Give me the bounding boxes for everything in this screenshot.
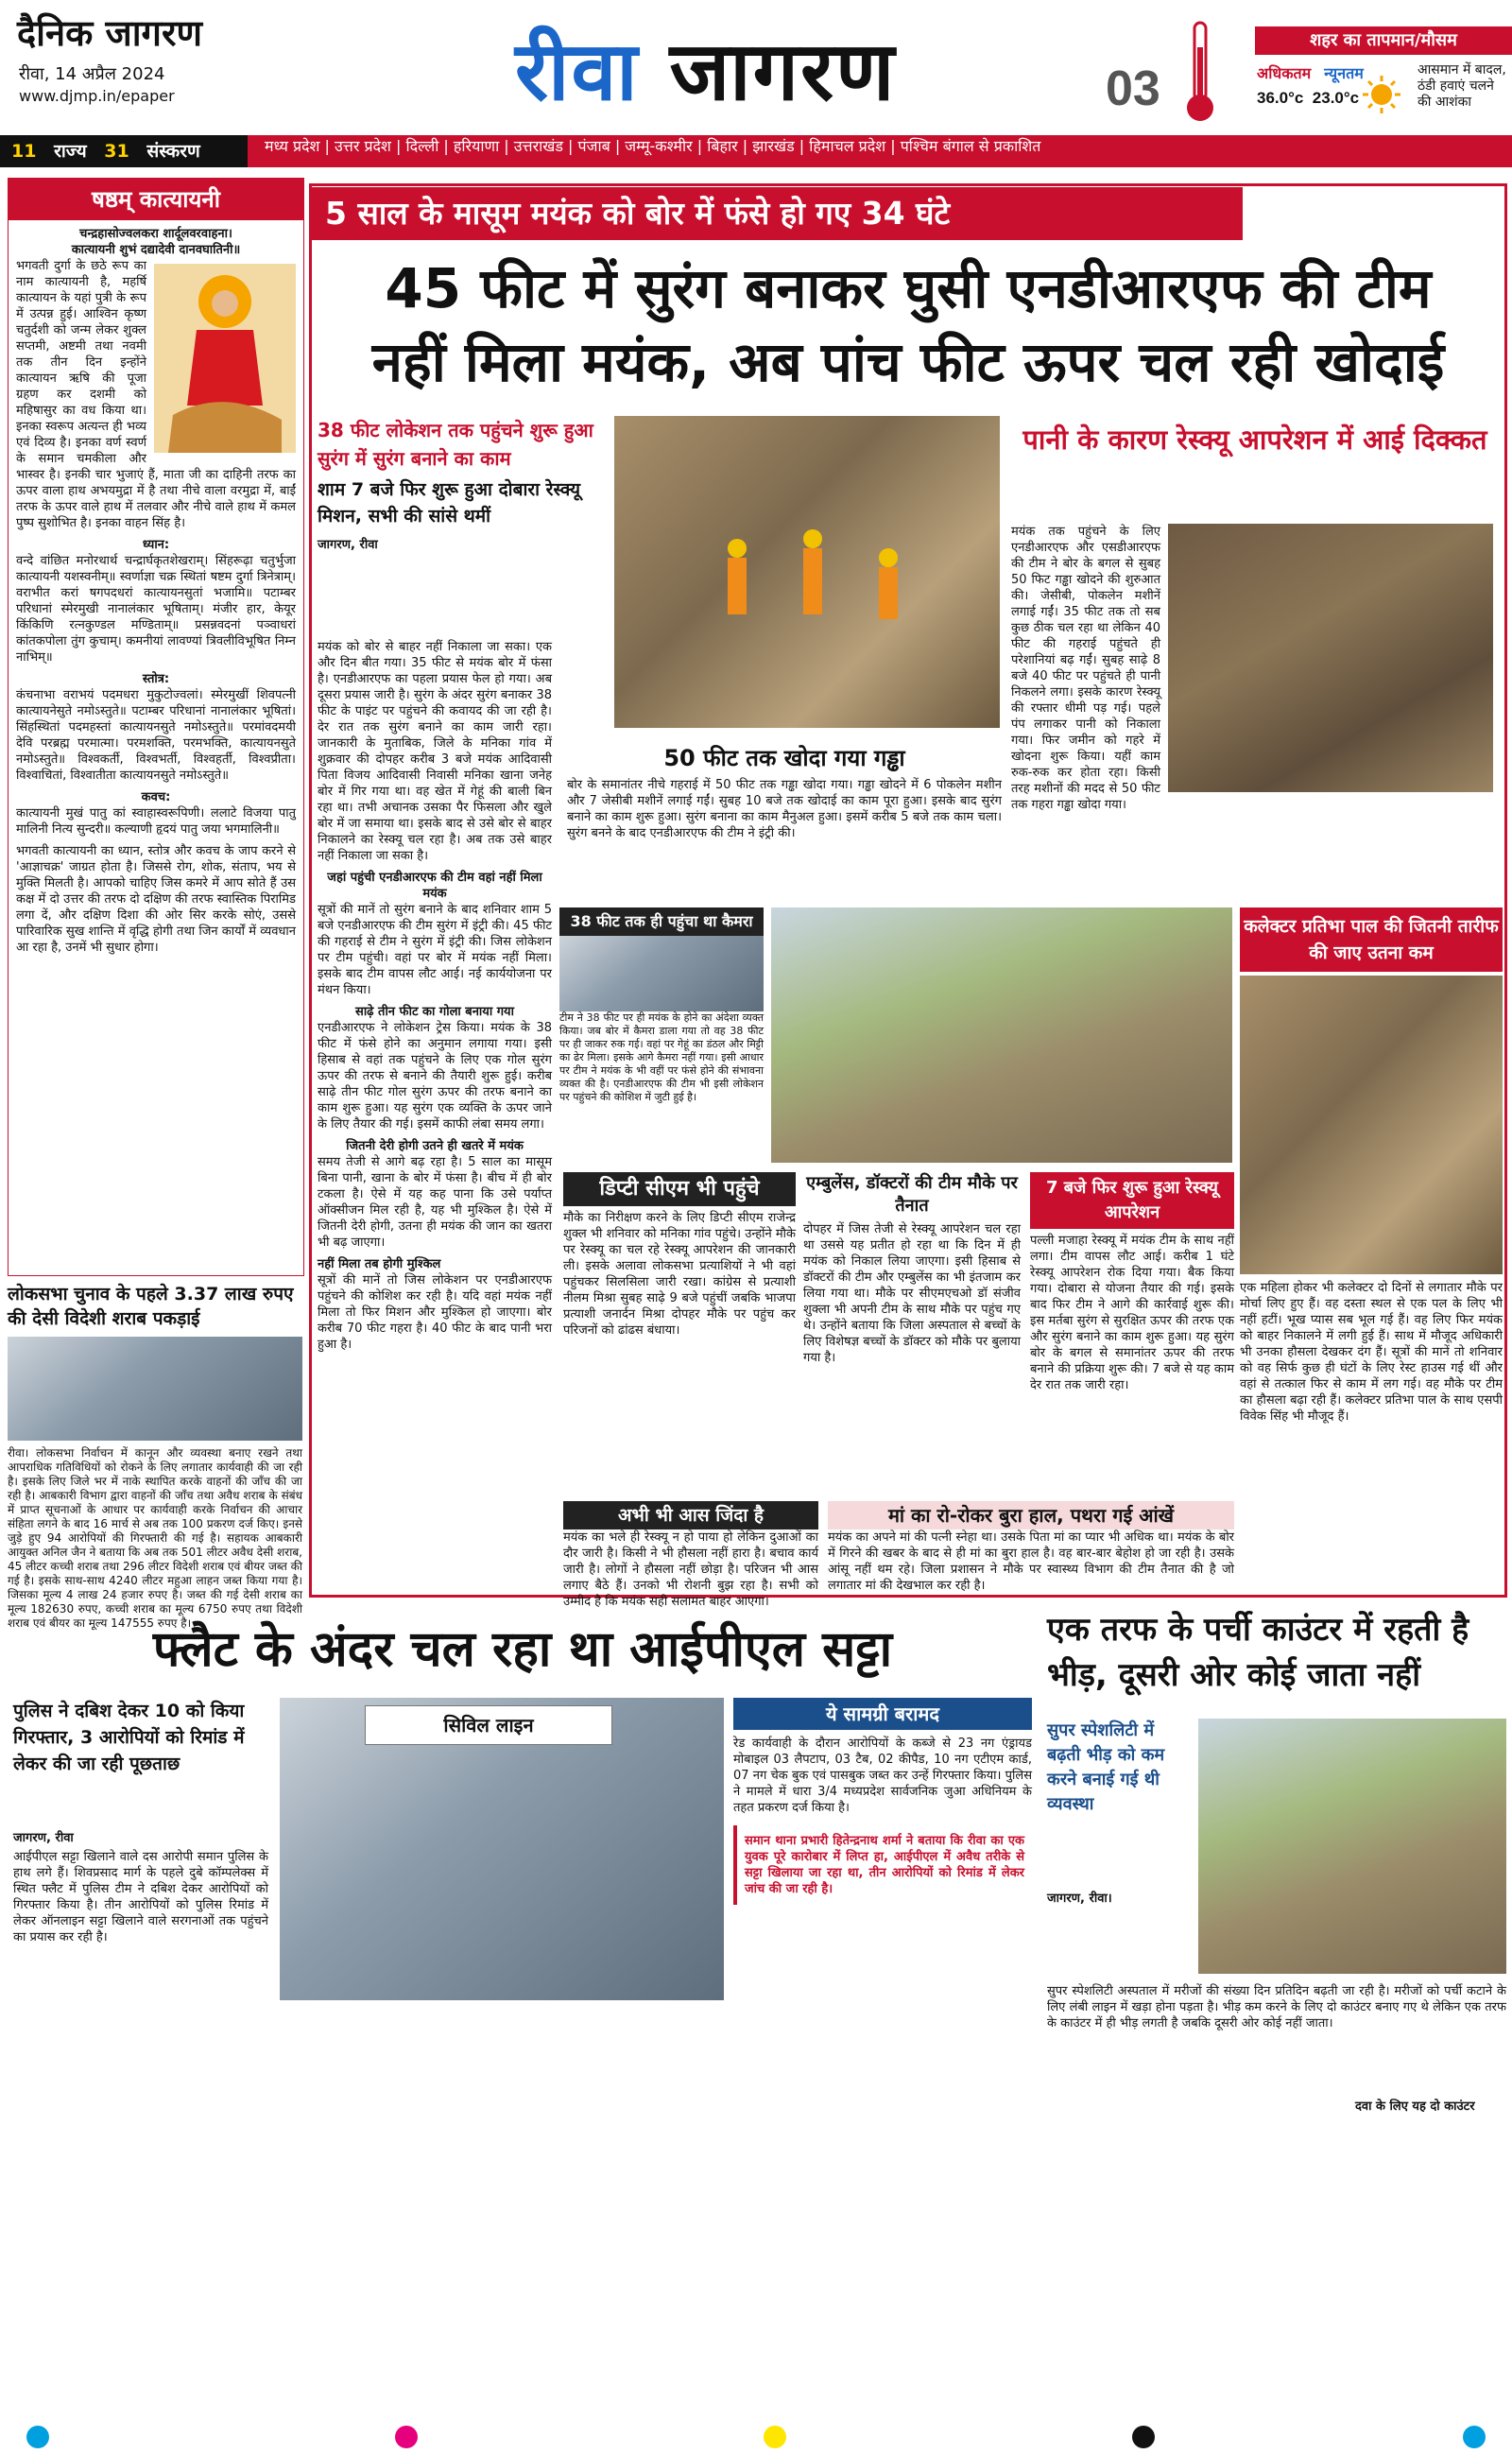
stotra-label: स्तोत्र: (142, 672, 170, 686)
sun-cloud-icon (1359, 74, 1404, 119)
shloka-line-1: चन्द्रहासोज्वलकरा शार्दूलवरवाहना। (79, 227, 232, 241)
ipl-arrest-photo (280, 1698, 724, 2000)
khatre-head: जितनी देरी होगी उतने ही खतरे में मयंक (346, 1139, 524, 1153)
dhyan-text: वन्दे वांछित मनोरथार्थ चन्द्रार्घकृतशेखराम्। सिंहरूढ़ा चतुर्भुजा कात्यायनी यशस्वनीम्॥ स्वर्णाज्ञा चक्र स्थितां षष्टम दुर्गा त्रिनेत्राम्। वराभीत करां षगपदधरां कात्यायनसुतां भजामि॥ पटाम्बर परिधानां स्मेरमुखी नानालंकार भूषिताम्। मंजीर हार, केयूर किंकिणि रत्नकुण्डल मण्डिताम्॥ प्रसन्नवदनां पञ्वाधरां कांतकपोला तुंग कुचाम्। कमनीयां लावण्यां त्रिवलीविभूषित निम्न नाभिम्॥ (16, 554, 296, 665)
weather-values (1257, 89, 1359, 108)
published-states: मध्य प्रदेश | उत्तर प्रदेश | दिल्ली | हरियाणा | उत्तराखंड | पंजाब | जम्मू-कश्मीर | बिहार | झारखंड | हिमाचल प्रदेश | पश्चिम बंगाल से प्रकाशित (265, 137, 1041, 155)
seized-items-body: रेड कार्यवाही के दौरान आरोपियों के कब्जे से 23 नग एंड्रायड मोबाइल 03 लैपटाप, 03 टैब, 02 कीपैड, 10 नग एटीएम कार्ड, 07 नग चेक बुक एवं पासबुक जब्त कर उन्हें गिरफ्तार किया। पुलिस ने मामले में धारा 3/4 मध्यप्रदेश सार्वजनिक जुआ अधिनियम के तहत प्रकरण दर्ज किया है। (733, 1737, 1032, 1815)
ipl-subhead: पुलिस ने दबिश देकर 10 को किया गिरफ्तार, 3 आरोपियों को रिमांड में लेकर की जा रही पूछताछ (13, 1701, 245, 1774)
election-headline: लोकसभा चुनाव के पहले 3.37 लाख रुपए की देसी विदेशी शराब पकड़ाई (8, 1284, 294, 1329)
camera-story (559, 907, 764, 1163)
ambulance-headline: एम्बुलेंस, डॉक्टरों की टीम मौके पर तैनात (806, 1173, 1018, 1216)
collector-headline: कलेक्टर प्रतिभा पाल की जितनी तारीफ की जाए उतना कम (1240, 907, 1503, 972)
gola-body: एनडीआरएफ ने लोकेशन ट्रेस किया। मयंक के 38 फीट में फंसे होने का अनुमान लगाया गया। इसी हिसाब से वहां तक पहुंचने के लिए एक गोल सुरंग ऊपर की तरफ से बनाने की तैयारी शुरू हुई। करीब साढ़े तीन फीट गोल सुरंग ऊपर की तरफ बनाने का काम शुरू हुआ। यह सुरंग एक व्यक्ति के ऊपर जाने के लिए तैयार की गई। इसमें काफी लंबा समय लगा। (318, 1021, 552, 1132)
min-temp-label: न्यूनतम (1324, 64, 1364, 82)
main-highlight: 38 फीट लोकेशन तक पहुंचने शुरू हुआ सुरंग में सुरंग बनाने का काम (318, 419, 593, 470)
ipl-body: आईपीएल सट्टा खिलाने वाले दस आरोपी समान पुलिस के हाथ लगे हैं। शिवप्रसाद मार्ग के पहले दुबे कॉम्पलेक्स में स्थित फ्लैट में पुलिस टीम ने दबिश देकर आरोपियों को गिरफ्तार किया है। तीन आरोपियों को पुलिस रिमांड में लेकर ऑनलाइन सट्टा खिलाने वाले सरगनाओं तक पहुंचने का प्रयास कर रही है। (13, 1850, 268, 1944)
dycm-headline: डिप्टी सीएम भी पहुंचे (563, 1172, 796, 1206)
ambulance-story (803, 1172, 1021, 1494)
max-temp-label: अधिकतम (1257, 64, 1312, 82)
seven-pm-body: पल्ली मजाहा रेस्क्यू में मयंक टीम के साथ नहीं लगा। टीम वापस लौट आई। करीब 1 घंटे रेस्क्यू आपरेशन रोक दिया गया। बैक किया गया। दोबारा से योजना तैयार की गई। इसके बाद फिर टीम ने आगे की कार्रवाई शुरू की। इस मर्तबा सुरंग से सुरक्षित ऊपर की तरफ एक और सुरंग बनाने का काम शुरू हुआ। यह सुरंग बोर के बगल से समानांतर ऊपर की तरफ बनाने की प्रक्रिया शुरू की। 7 बजे से यह काम देर रात तक जारी रहा। (1030, 1234, 1234, 1392)
katyayani-column (8, 178, 304, 1276)
dateline: रीवा, 14 अप्रैल 2024 (19, 64, 165, 84)
brand-logo: दैनिक जागरण (17, 12, 202, 54)
gola-head: साढ़े तीन फीट का गोला बनाया गया (355, 1005, 514, 1019)
goddess-katyayani-image (154, 264, 296, 453)
dhyan-label: ध्यान: (142, 538, 170, 552)
state-count: 11 (11, 141, 37, 162)
hospital-byline: जागरण, रीवा। (1047, 1892, 1112, 1906)
dycm-story (563, 1172, 796, 1494)
weather-header: शहर का तापमान/मौसम (1255, 26, 1512, 55)
seven-pm-headline: 7 बजे फिर शुरू हुआ रेस्क्यू आपरेशन (1030, 1172, 1234, 1229)
hospital-body: सुपर स्पेशलिटी अस्पताल में मरीजों की संख्या दिन प्रतिदिन बढ़ती जा रही है। मरीजों को पर्ची कटाने के लिए लंबी लाइन में खड़ा होना पड़ता है। भीड़ कम करने के लिए दो काउंटर बनाए गए थे लेकिन एक तरफ के काउंटर में ही भीड़ लगती है जबकि दूसरी ओर कोई नहीं जाता। (1047, 1984, 1506, 2031)
seized-items-headline: ये सामग्री बरामद (733, 1698, 1032, 1730)
main-body-column (318, 639, 552, 1584)
max-temp-value: 36.0°c (1257, 89, 1304, 107)
kavach-text: कात्यायनी मुखं पातु कां स्वाहास्वरूपिणी। ललाटे विजया पातु मालिनी नित्य सुन्दरी॥ कल्याणी हृदयं पातु जया भगमालिनी॥ (16, 806, 296, 837)
mother-story (828, 1501, 1234, 1592)
min-temp-value: 23.0°c (1312, 89, 1360, 107)
police-station-board: सिविल लाइन (365, 1705, 612, 1745)
page-number: 03 (1106, 61, 1160, 116)
ipl-quote: समान थाना प्रभारी हितेन्द्रनाथ शर्मा ने बताया कि रीवा का एक युवक पूरे कारोबार में लिप्त हा, आईपीएल में अवैध तरीके से सट्टा खिलाया जा रहा था, तीन आरोपियों को रिमांड में लेकर जांच की जा रही है। (733, 1825, 1032, 1905)
masthead-title (515, 13, 896, 124)
rescue-site-photo (614, 416, 1000, 728)
election-story (8, 1282, 302, 1630)
dycm-body: मौके का निरीक्षण करने के लिए डिप्टी सीएम राजेन्द्र शुक्ल भी शनिवार को मनिका गांव पहुंचे। उन्होंने मौके पर रेस्क्यू का चल रहे रेस्क्यू आपरेशन की जानकारी ली। इसके अलावा लोकसभा प्रत्याशियों ने भी वहां पहुंचकर सिलसिला जारी रखा। कांग्रेस से प्रत्याशी नीलम मिश्रा सुबह साढ़े 9 बजे पहुंचीं जबकि भाजपा प्रत्याशी जनार्दन मिश्रा दोपहर मौके पर पहुंच कर परिजनों को ढांढस बंधाया। (563, 1211, 796, 1338)
election-photo (8, 1337, 302, 1441)
hospital-side-head: दवा के लिए यह दो काउंटर (1355, 2100, 1475, 2114)
weather-labels (1257, 62, 1364, 83)
main-lead-column (318, 416, 610, 553)
mother-body: मयंक का अपने मां की पत्नी स्नेहा था। उसके पिता मां का प्यार भी अधिक था। मयंक के बोर में गिरने की खबर के बाद से ही मां का बुरा हाल है। वह बार-बार बेहोश हो जा रही है। उसके आंसू नहीं थम रहे। जिला प्रशासन ने मौके पर स्वास्थ्य विभाग की टीम तैनात की है जो लगातार मां की देखभाल कर रही है। (828, 1530, 1234, 1593)
pit-photo (1168, 524, 1493, 792)
mid-body: सूत्रों की मानें तो सुरंग बनाने के बाद शनिवार शाम 5 बजे एनडीआरएफ की टीम सुरंग में इंट्री की। 45 फीट की गहराई से टीम ने सुरंग में इंट्री की। जिस लोकेशन पर टीम पहुंची। वहां पर बोर में मयंक नहीं मिला। इसके बाद टीम वापस लौट आई। नई कार्ययोजना पर मंथन किया। (318, 903, 552, 997)
shloka-line-2: कात्यायनी शुभं दद्यादेवी दानवघातिनी॥ (71, 243, 241, 257)
pit-story (567, 739, 1002, 900)
masthead-title-name: जागरण (669, 25, 897, 119)
pit-body: बोर के समानांतर नीचे गहराई में 50 फीट तक गड्ढा खोदा गया। गड्ढा खोदने में 6 पोकलेन मशीन और 7 जेसीबी मशीनें लगाई गईं। सुबह 10 बजे तक खोदाई का काम पूरा हुआ। इसके बाद सुरंग बनाने का काम शुरू हुआ। सुरंग बनाना का काम मैनुअल हुआ। इसमें करीब 5 बजे तक काम चला। सुरंग बनने के बाद एनडीआरएफ की टीम ने इंट्री की। (567, 778, 1002, 840)
khatre-body: समय तेजी से आगे बढ़ रहा है। 5 साल का मासूम बिना पानी, खाना के बोर में फंसा है। बीच में ही बोर टकला है। ऐसे में यह कह पाना कि उसे पर्याप्त ऑक्सीजन मिल रही है, यह भी मुश्किल है। ऐसे में जितनी देरी होगी, उतना ही मयंक की जान का खतरा भी बढ़ जाएगा। (318, 1155, 552, 1250)
edition-label: संस्करण (146, 141, 200, 162)
mother-headline: मां का रो-रोकर बुरा हाल, पथरा गई आंखें (828, 1501, 1234, 1529)
main-headline (312, 251, 1504, 399)
rescue-workers-illustration (614, 416, 1000, 728)
election-body: रीवा। लोकसभा निर्वाचन में कानून और व्यवस्था बनाए रखने तथा आपराधिक गतिविधियों को रोकने के लिए लगातार कार्यवाही की जा रही है। इसके लिए जिले भर में नाके स्थापित करके वाहनों की जाँच की जा रही है। आबकारी विभाग द्वारा वाहनों की जाँच तथा अवैध शराब के संबंध में प्राप्त सूचनाओं के आधार पर कार्यवाही करके निर्वाचन की आचार संहिता लगने के बाद 16 मार्च से अब तक 100 प्रकरण दर्ज किए। इनसे जुड़े हुए 94 आरोपियों की गिरफ्तारी की गई है। सहायक आबकारी आयुक्त अनिल जैन ने बताया कि अब तक 501 लीटर अवैध देसी शराब, 45 लीटर कच्ची शराब तथा 296 लीटर विदेशी शराब एवं बीयर जब्त की गई है। इसके साथ-साथ 4240 लीटर महुआ लाहन जब्त किया गया है। जिसका मूल्य 4 लाख 24 हजार रुपए है। जब्त की गई देसी शराब का मूल्य 182630 रुपए, कच्ची शराब का मूल्य 6750 रुपए तथा विदेशी शराब एवं बीयर का मूल्य 147555 रुपए है। (8, 1446, 302, 1630)
water-story (1011, 420, 1499, 900)
mid-head: जहां पहुंची एनडीआरएफ की टीम वहां नहीं मिला मयंक (327, 871, 542, 901)
print-color-bar (0, 2420, 1512, 2454)
seven-pm-story (1030, 1172, 1234, 1494)
water-body: मयंक तक पहुंचने के लिए एनडीआरएफ और एसडीआरएफ की टीम ने बोर के बगल से सुबह 50 फिट गड्ढा खोदने की शुरुआत की। जेसीबी, पोकलेन मशीनें लगाई गईं। 35 फीट तक तो सब कुछ ठीक चल रहा था लेकिन 40 फीट की गहराई पहुंचते ही परेशानियां बढ़ गईं। सुबह साढ़े 8 बजे 40 फीट पर पहुंचते ही पानी निकलने लगा। इसके कारण रेस्क्यू की रफ्तार धीमी पड़ गई। पहले पंप लगाकर पानी को निकाला गया। फिर जमीन को गहरे में खोदना शुरू किया। यहीं काम रुक-रुक कर होता रहा। किसी तरह मशीनों की मदद से 50 फीट तक गहरा गड्ढा खोदा गया। (1011, 525, 1160, 812)
crowd-site-photo (771, 907, 1232, 1163)
main-headline-line-2: नहीं मिला मयंक, अब पांच फीट ऊपर चल रही खोदाई (371, 330, 1445, 394)
edition-count (0, 135, 248, 167)
katyayani-title: षष्ठम् कात्यायनी (9, 179, 303, 220)
bore-camera-photo (559, 936, 764, 1011)
main-kicker: 5 साल के मासूम मयंक को बोर में फंसे हो गए 34 घंटे (312, 187, 1243, 240)
pit-headline: 50 फीट तक खोदा गया गड्ढा (567, 739, 1002, 777)
thermometer-icon (1183, 19, 1217, 125)
ipl-byline: जागरण, रीवा (13, 1831, 74, 1845)
main-byline: जागरण, रीवा (318, 538, 378, 552)
camera-headline: 38 फीट तक ही पहुंचा था कैमरा (559, 907, 764, 936)
ambulance-body: दोपहर में जिस तेजी से रेस्क्यू आपरेशन चल रहा था उससे यह प्रतीत हो रहा था कि दिन में ही मयंक को निकाल लिया जाएगा। इसी हिसाब से डॉक्टरों की टीम और एम्बुलेंस का भी इंतजाम कर लिया गया था। मौके पर सीएमएचओ डॉ संजीव शुक्ला भी अपनी टीम के साथ मौके पर पहुंच गए थे। उन्होंने बताया कि जिला अस्पताल से बच्चों के लिए विशेषज्ञ बच्चों के डॉक्टर को मौके पर बुलाया गया है। (803, 1222, 1021, 1365)
collector-caption: एक महिला होकर भी कलेक्टर दो दिनों से लगातार मौके पर मोर्चा लिए हुए हैं। वह दस्ता स्थल से एक पल के लिए भी नहीं हटीं। भूख प्यास सब भूल गई हैं। वह लिए फिर मयंक को बाहर निकालने में लगी हुई हैं। साथ में मौजूद अधिकारी भी उनका हौसला देखकर दंग हैं। सूत्रों की मानें तो शनिवार को वह सिर्फ कुछ ही घंटों के लिए रेस्ट हाउस गई थीं और वहां से तत्काल फिर से काम में लग गई। वह मौके पर टीम का हौसला बढ़ा रही हैं। कलेक्टर प्रतिभा पाल के साथ एसपी विवेक सिंह भी मौजूद हैं। (1240, 1281, 1503, 1424)
mushkil-body: सूत्रों की मानें तो जिस लोकेशन पर एनडीआरएफ पहुंचने की कोशिश कर रही है। यदि वहां मयंक नहीं मिला तो फिर मिशन और मुश्किल हो जाएगा। बोर करीब 70 फीट गहरा है। 40 फीट के बाद पानी भरा हुआ है। (318, 1273, 552, 1352)
hospital-story (1047, 1607, 1506, 2411)
katyayani-closing: भगवती कात्यायनी का ध्यान, स्तोत्र और कवच के जाप करने से 'आज्ञाचक्र' जाग्रत होता है। जिससे रोग, शोक, संताप, भय से मुक्ति मिलती है। आपको चाहिए जिस कमरे में आप सोते हैं उस कक्ष में दो उत्तर की तरफ दो दक्षिण की तरफ स्वास्तिक पिरामिड लगा दें, और दक्षिण दिशा की ओर सिर करके सोएं, उससे पारिवारिक सुख शान्ति में वृद्धि होगी तथा जिन कार्यों में व्यवधान आ रहा है, उनमें भी सुधार होगा। (16, 844, 296, 955)
weather-forecast: आसमान में बादल, ठंडी हवाएं चलने की आशंका (1418, 62, 1506, 110)
seized-items (733, 1698, 1032, 2397)
stotra-text: कंचनाभा वराभयं पदमधरा मुकुटोज्वलां। स्मेरमुखीं शिवपत्नी कात्यायनेसुते नमोऽस्तुते॥ पटाम्बर परिधानां नानालंकार भूषितां। सिंहस्थितां पदमहस्तां कात्यायनसुते नमोऽस्तुते॥ परमांवदमयी देवि परब्रह्म परमात्मा। परमशक्ति, परमभक्ति, कात्यायनसुते नमोऽस्तुते॥ विश्वकर्ती, विश्वभर्ती, विश्वहर्ती, विश्वप्रीता। विश्वाचितां, विश्वातीता कात्यायनसुते नमोऽस्तुते॥ (16, 688, 296, 783)
masthead-title-city: रीवा (515, 25, 640, 119)
ipl-headline: फ्लैट के अंदर चल रहा था आईपीएल सट्टा (152, 1621, 893, 1678)
main-subhead: शाम 7 बजे फिर शुरू हुआ दोबारा रेस्क्यू मिशन, सभी की सांसे थमीं (318, 479, 581, 527)
edition-count-num: 31 (104, 141, 129, 162)
camera-caption: टीम ने 38 फीट पर ही मयंक के होने का अंदेशा व्यक्त किया। जब बोर में कैमरा डाला गया तो वह 38 फीट पर ही जाकर रुक गई। वहां पर गेहूं का डंठल और मिट्टी का ढेर मिला। इसके आगे कैमरा नहीं गया। इसी आधार पर टीम ने मयंक के भी वहीं पर फंसे होने की संभावना व्यक्त की है। एनडीआरएफ की टीम भी इसी लोकेशन पर पहुंचने की कोशिश में जुटी हुई है। (559, 1011, 764, 1103)
main-body: मयंक को बोर से बाहर नहीं निकाला जा सका। एक और दिन बीत गया। 35 फीट से मयंक बोर में फंसा है। एनडीआरएफ का पहला प्रयास फेल हो गया। अब दूसरा प्रयास जारी है। सुरंग के अंदर सुरंग बनाकर 38 फीट के पाइंट पर पहुंचने की कवायद की जा रही है। देर रात तक सुरंग बनाने का काम जारी रहा। जानकारी के मुताबिक, जिले के मनिका गांव में शुक्रवार की दोपहर करीब 3 बजे मयंक आदिवासी पिता विजय आदिवासी निवासी मनिका खाना जनेह बोर में गिर गया था। वह खेत में गेहूं की बाली बिन रहा था। तभी अचानक उसका पैर फिसला और खुले बोर में जा समाया था। इसके बाद से उसे बोर से बाहर निकालने का रेस्क्यू चल रहा है। अब तक उसे बाहर नहीं निकाला जा सका है। (318, 640, 552, 863)
hospital-subhead: सुपर स्पेशलिटी में बढ़ती भीड़ को कम करने बनाई गई थी व्यवस्था (1047, 1720, 1165, 1814)
hospital-headline: एक तरफ के पर्ची काउंटर में रहती है भीड़, दूसरी ओर कोई जाता नहीं (1047, 1611, 1469, 1694)
katyayani-body: भगवती दुर्गा के छठे रूप का नाम कात्यायनी है, महर्षि कात्यायन के यहां पुत्री के रूप में उत्पन्न हुई। आश्विन कृष्ण चतुर्दशी को जन्म लेकर शुक्ल सप्तमी, अष्टमी तथा नवमी तक तीन दिन इन्होंने कात्यायन ऋषि की पूजा ग्रहण कर दशमी को महिषासुर का वध किया था। इनका स्वरूप अत्यन्त ही भव्य एवं दिव्य है। इनका वर्ण स्वर्ण के समान चमकीला और भास्वर है। इनकी चार भुजाएं हैं, माता जी का दाहिनी तरफ का ऊपर वाला हाथ अभयमुद्रा में है तथा नीचे वाला वरमुद्रा में, बाईं तरफ के ऊपर वाले हाथ में तलवार और नीचे वाले हाथ में कमल पुष्प सुशोभित है। इनका वाहन सिंह है। (16, 259, 296, 530)
collector-photo (1240, 976, 1503, 1274)
main-headline-line-1: 45 फीट में सुरंग बनाकर घुसी एनडीआरएफ की टीम (385, 256, 1432, 320)
hope-headline: अभी भी आस जिंदा है (563, 1501, 818, 1529)
water-headline: पानी के कारण रेस्क्यू आपरेशन में आई दिक्कत (1022, 423, 1487, 456)
hospital-queue-photo (1198, 1719, 1506, 1974)
mushkil-head: नहीं मिला तब होगी मुश्किल (318, 1257, 441, 1271)
kavach-label: कवच: (141, 790, 171, 804)
hope-body: मयंक का भले ही रेस्क्यू न हो पाया हो लेकिन दुआओं का दौर जारी है। किसी ने भी हौसला नहीं हारा है। बचाव कार्य जारी है। लोगों ने हौसला नहीं छोड़ा है। परिजन भी आस लगाए बैठे हैं। उनको भी रोशनी बुझ रहा है। सभी को उम्मीद है कि मयंक सही सलामत बाहर आएगा। (563, 1530, 818, 1609)
hope-story (563, 1501, 818, 1609)
ipl-story (13, 1613, 1032, 2407)
collector-story (1240, 907, 1503, 1550)
epaper-link[interactable]: www.djmp.in/epaper (19, 87, 175, 105)
state-label: राज्य (54, 141, 87, 162)
